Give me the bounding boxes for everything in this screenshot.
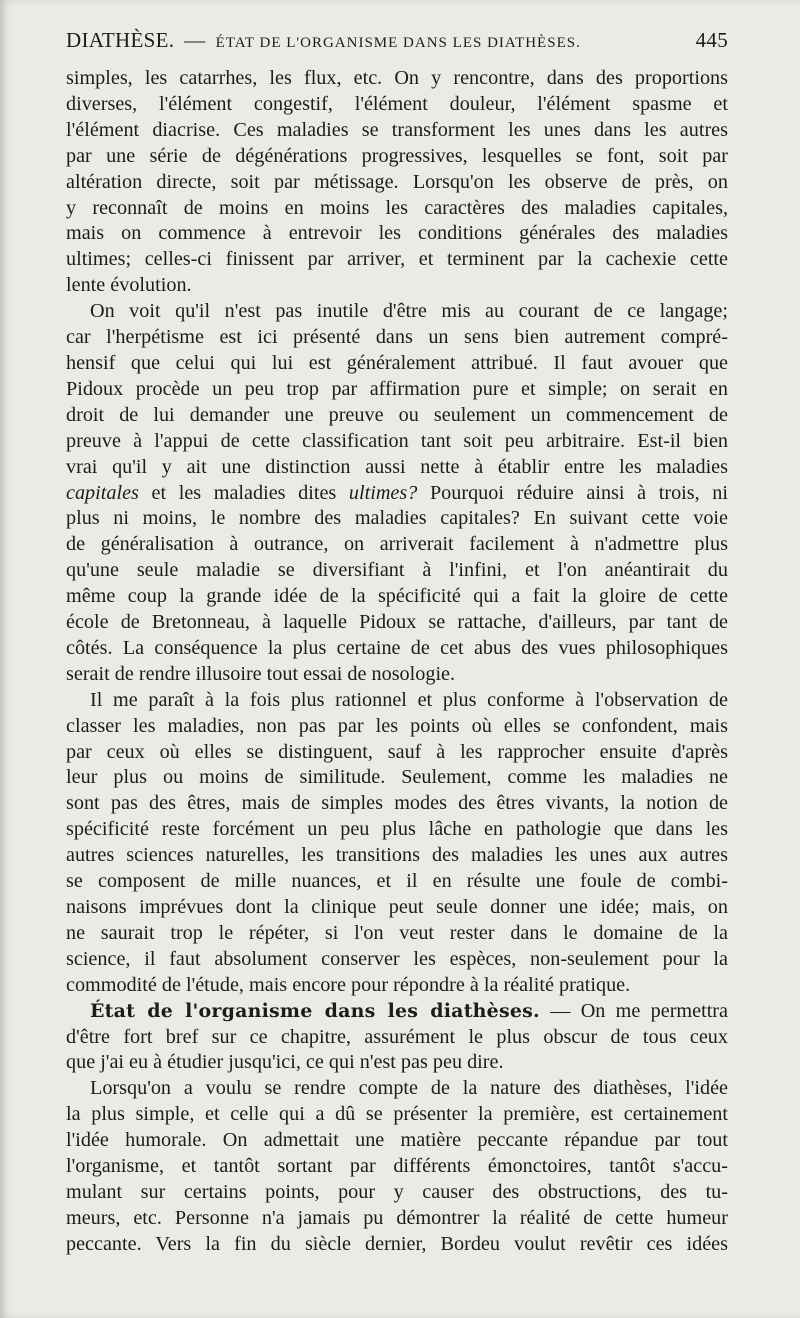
- header-left: [66, 28, 581, 53]
- text-fragment: et les maladies dites: [138, 481, 349, 504]
- text-line: altération directe, soit par métissage. Lorsqu'on les observe de près, on: [66, 170, 728, 193]
- section-heading: État de l'organisme dans les diathèses.: [90, 999, 540, 1022]
- italic-term: capitales: [66, 481, 139, 504]
- text-line: la plus simple, et celle qui a dû se présenter la première, est certainement: [66, 1103, 728, 1126]
- text-line: Pidoux procède un peu trop par affirmation pure et simple; on serait en: [66, 377, 728, 400]
- text-line: par ceux où elles se distinguent, sauf à les rapprocher ensuite d'après: [66, 740, 728, 763]
- text-line: sont pas des êtres, mais de simples modes des êtres vivants, la notion de: [66, 792, 728, 815]
- text-line: mulant sur certains points, pour y causer des obstructions, des tu-: [66, 1180, 728, 1203]
- text-fragment: Pourquoi réduire ainsi à trois, ni: [417, 481, 729, 504]
- italic-term: ultimes?: [348, 481, 418, 504]
- text-line: Lorsqu'on a voulu se rendre compte de la nature des diathèses, l'idée: [90, 1077, 728, 1100]
- text-line: mais on commence à entrevoir les conditions générales des maladies: [66, 222, 728, 245]
- text-line: plus ni moins, le nombre des maladies capitales? En suivant cette voie: [66, 507, 728, 530]
- text-line: école de Bretonneau, à laquelle Pidoux se rattache, d'ailleurs, par tant de: [66, 611, 728, 634]
- text-line: peccante. Vers la fin du siècle dernier, Bordeu voulut revêtir ces idées: [66, 1232, 728, 1255]
- running-header: [66, 28, 728, 53]
- text-line: preuve à l'appui de cette classification tant soit peu arbitraire. Est-il bien: [66, 429, 728, 452]
- text-line: lente évolution.: [66, 274, 192, 297]
- text-line: [66, 481, 728, 507]
- text-line: leur plus ou moins de similitude. Seulement, comme les maladies ne: [66, 766, 728, 789]
- text-line: ultimes; celles-ci finissent par arriver, et terminent par la cachexie cette: [66, 248, 728, 271]
- text-line: l'organisme, et tantôt sortant par différents émonctoires, tantôt s'accu-: [66, 1155, 728, 1178]
- text-line: l'idée humorale. On admettait une matière peccante répandue par tout: [66, 1129, 728, 1152]
- page-number: 445: [695, 28, 728, 52]
- text-line: car l'herpétisme est ici présenté dans un sens bien autrement compré-: [66, 326, 728, 349]
- text-line: droit de lui demander une preuve ou seulement un commencement de: [66, 403, 728, 426]
- text-line: autres sciences naturelles, les transitions des maladies les unes aux autres: [66, 844, 728, 867]
- text-line: côtés. La conséquence la plus certaine de cet abus des vues philosophiques: [66, 636, 728, 659]
- text-line: d'être fort bref sur ce chapitre, assurément le plus obscur de tous ceux: [66, 1025, 728, 1048]
- section-title: ÉTAT DE L'ORGANISME DANS LES DIATHÈSES.: [215, 35, 581, 51]
- text-line: On voit qu'il n'est pas inutile d'être mis au courant de ce langage;: [90, 300, 728, 323]
- text-line: qu'une seule maladie se diversifiant à l'infini, et l'on anéantirait du: [66, 559, 728, 582]
- text-line: de généralisation à outrance, on arriverait facilement à n'admettre plus: [66, 533, 728, 556]
- text-line: naisons imprévues dont la clinique peut seule donner une idée; mais, on: [66, 896, 728, 918]
- running-title: DIATHÈSE.: [66, 28, 175, 52]
- text-line: y reconnaît de moins en moins les caractères des maladies capitales,: [66, 196, 728, 219]
- text-line: meurs, etc. Personne n'a jamais pu démontrer la réalité de cette humeur: [66, 1206, 728, 1229]
- text-line: serait de rendre illusoire tout essai de nosologie.: [66, 662, 456, 685]
- text-line: classer les maladies, non pas par les points où elles se confondent, mais: [66, 714, 728, 737]
- text-line: Il me paraît à la fois plus rationnel et plus conforme à l'observation de: [90, 688, 728, 711]
- text-fragment: — On me permettra: [539, 999, 728, 1022]
- text-line: vrai qu'il y ait une distinction aussi nette à établir entre les maladies: [66, 455, 728, 478]
- text-line: se composent de mille nuances, et il en résulte une foule de combi-: [66, 870, 728, 893]
- text-line: même coup la grande idée de la spécificité qui a fait la gloire de cette: [66, 585, 728, 608]
- page-body: [66, 66, 728, 1258]
- text-line: que j'ai eu à étudier jusqu'ici, ce qui n'est pas peu dire.: [66, 1051, 504, 1074]
- header-dash: —: [184, 28, 206, 52]
- text-line: simples, les catarrhes, les flux, etc. On y rencontre, dans des proportions: [66, 67, 728, 89]
- text-line: diverses, l'élément congestif, l'élément douleur, l'élément spasme et: [66, 92, 728, 115]
- text-line: commodité de l'étude, mais encore pour répondre à la réalité pratique.: [66, 973, 631, 996]
- text-line: science, il faut absolument conserver les espèces, non-seulement pour la: [66, 947, 728, 970]
- text-line: ne saurait trop le répéter, si l'on veut rester dans le domaine de la: [66, 921, 728, 944]
- text-line: hensif que celui qui lui est généralement attribué. Il faut avouer que: [66, 351, 728, 374]
- text-line: spécificité reste forcément un peu plus lâche en pathologie que dans les: [66, 818, 728, 841]
- text-line: l'élément diacrise. Ces maladies se transforment les unes dans les autres: [66, 118, 728, 141]
- text-line: par une série de dégénérations progressives, lesquelles se font, soit par: [66, 144, 728, 167]
- text-line: [66, 999, 728, 1025]
